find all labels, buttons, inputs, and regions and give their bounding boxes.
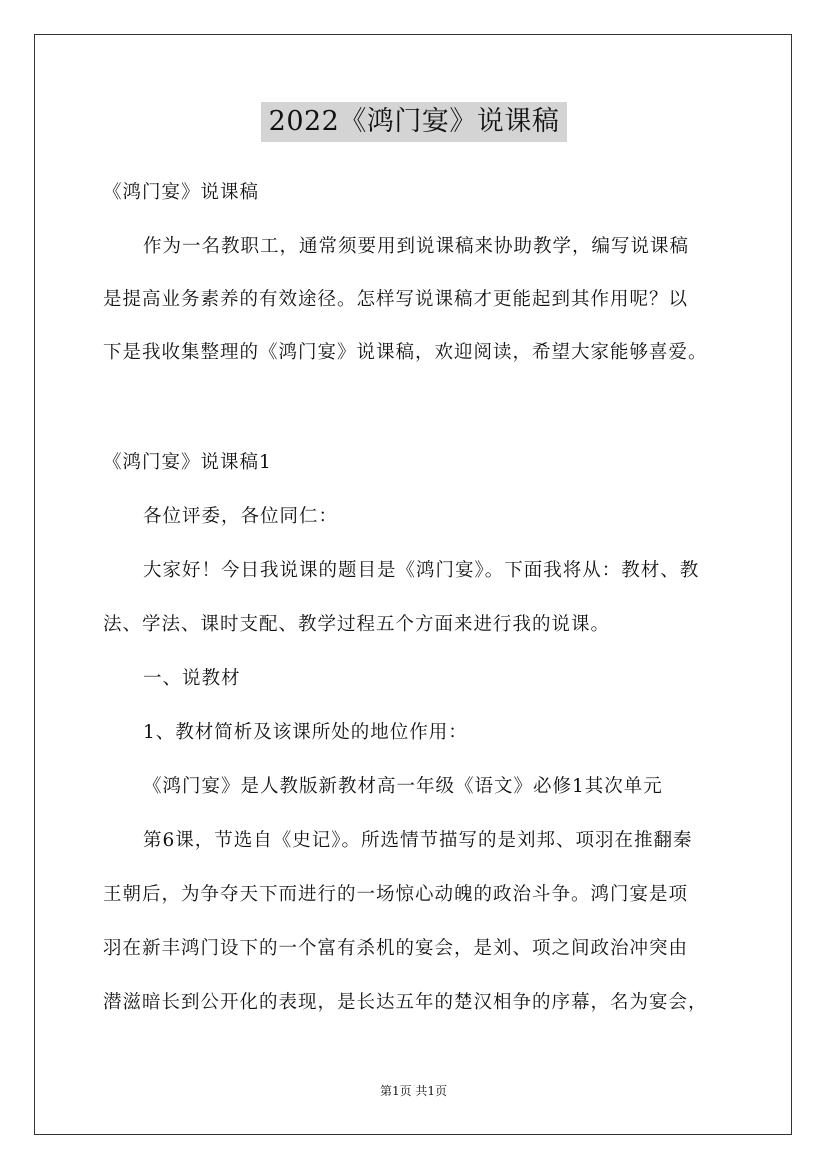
document-title: 2022《鸿门宴》说课稿 — [261, 102, 567, 142]
paragraph-line: 法、学法、课时支配、教学过程五个方面来进行我的说课。 — [103, 614, 611, 635]
paragraph-line: 羽在新丰鸿门设下的一个富有杀机的宴会，是刘、项之间政治冲突由 — [103, 938, 689, 959]
paragraph-line: 王朝后，为争夺天下而进行的一场惊心动魄的政治斗争。鸿门宴是项 — [103, 884, 689, 905]
page-footer: 第1页 共1页 — [379, 1084, 448, 1098]
paragraph-line: 各位评委，各位同仁： — [143, 506, 339, 527]
paragraph-line: 下是我收集整理的《鸿门宴》说课稿，欢迎阅读，希望大家能够喜爱。 — [103, 342, 708, 363]
subtitle: 《鸿门宴》说课稿 — [103, 182, 260, 203]
paragraph-line: 大家好！今日我说课的题目是《鸿门宴》。下面我将从：教材、教 — [143, 560, 700, 581]
section-heading: 《鸿门宴》说课稿1 — [103, 452, 272, 473]
paragraph-line: 一、说教材 — [143, 668, 241, 689]
paragraph-line: 第6课，节选自《史记》。所选情节描写的是刘邦、项羽在推翻秦 — [143, 830, 693, 851]
paragraph-line: 作为一名教职工，通常须要用到说课稿来协助教学，编写说课稿 — [143, 236, 690, 257]
paragraph-line: 1、教材简析及该课所处的地位作用： — [143, 722, 468, 743]
paragraph-line: 潜滋暗长到公开化的表现，是长达五年的楚汉相争的序幕，名为宴会， — [103, 992, 708, 1013]
paragraph-line: 《鸿门宴》是人教版新教材高一年级《语文》必修1其次单元 — [143, 776, 663, 797]
paragraph-line: 是提高业务素养的有效途径。怎样写说课稿才更能起到其作用呢？以 — [103, 289, 689, 310]
